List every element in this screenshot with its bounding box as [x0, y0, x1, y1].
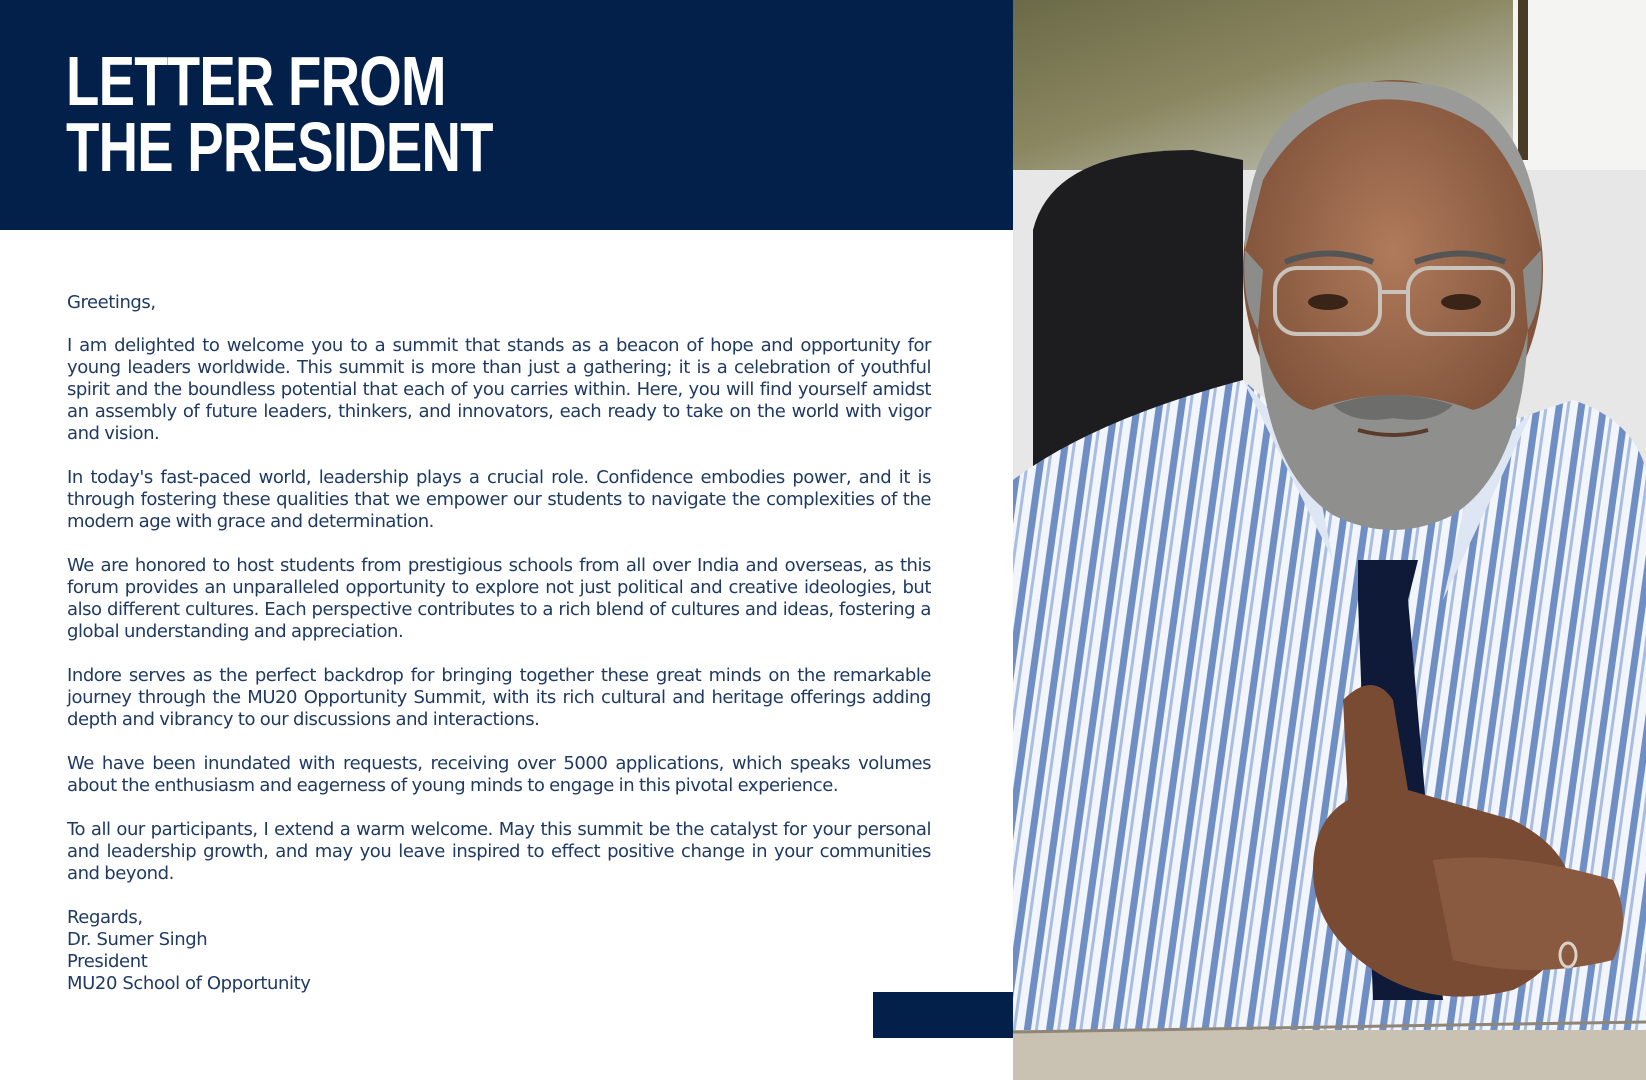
letter-paragraph-1: I am delighted to welcome you to a summit that stands as a beacon of hope and opportunity for young leaders worldwide. This summit is more than just a gathering; it is a celebration of youthful spirit and the boundless potential that each of you carries within. Here, you will find yourself amidst an assembly of future leaders, thinkers, and innovators, each ready to take on the world with vigor and vision.	[67, 335, 931, 444]
letter-paragraph-3: We are honored to host students from prestigious schools from all over India and overseas, as this forum provides an unparalleled opportunity to explore not just political and creative ideologies, but also different cultures. Each perspective contributes to a rich blend of cultures and ideas, fostering a global understanding and appreciation.	[67, 555, 931, 642]
letter-greeting: Greetings,	[67, 292, 156, 313]
letter-signoff	[67, 907, 931, 995]
signoff-name: Dr. Sumer Singh	[67, 929, 208, 950]
letter-paragraph-6: To all our participants, I extend a warm welcome. May this summit be the catalyst for your personal and leadership growth, and may you leave inspired to effect positive change in your communities and beyond.	[67, 819, 931, 884]
letter-paragraph-5: We have been inundated with requests, receiving over 5000 applications, which speaks volumes about the enthusiasm and eagerness of young minds to engage in this pivotal experience.	[67, 753, 931, 796]
accent-block	[873, 992, 1013, 1038]
letter-paragraph-4: Indore serves as the perfect backdrop for bringing together these great minds on the remarkable journey through the MU20 Opportunity Summit, with its rich cultural and heritage offerings adding depth and vibrancy to our discussions and interactions.	[67, 665, 931, 730]
signoff-role: President	[67, 951, 148, 972]
signoff-organization: MU20 School of Opportunity	[67, 973, 311, 994]
signoff-regards: Regards,	[67, 907, 143, 928]
header-band	[0, 0, 1013, 230]
page-title	[66, 42, 493, 186]
letter-paragraph-2: In today's fast-paced world, leadership plays a crucial role. Confidence embodies power, and it is through fostering these qualities that we empower our students to navigate the complexities of the modern age with grace and determination.	[67, 467, 931, 532]
president-photo	[1013, 0, 1646, 1080]
letter-body	[67, 292, 931, 995]
page-title-line-1: LETTER FROM	[66, 42, 446, 120]
page-title-line-2: THE PRESIDENT	[66, 108, 493, 186]
